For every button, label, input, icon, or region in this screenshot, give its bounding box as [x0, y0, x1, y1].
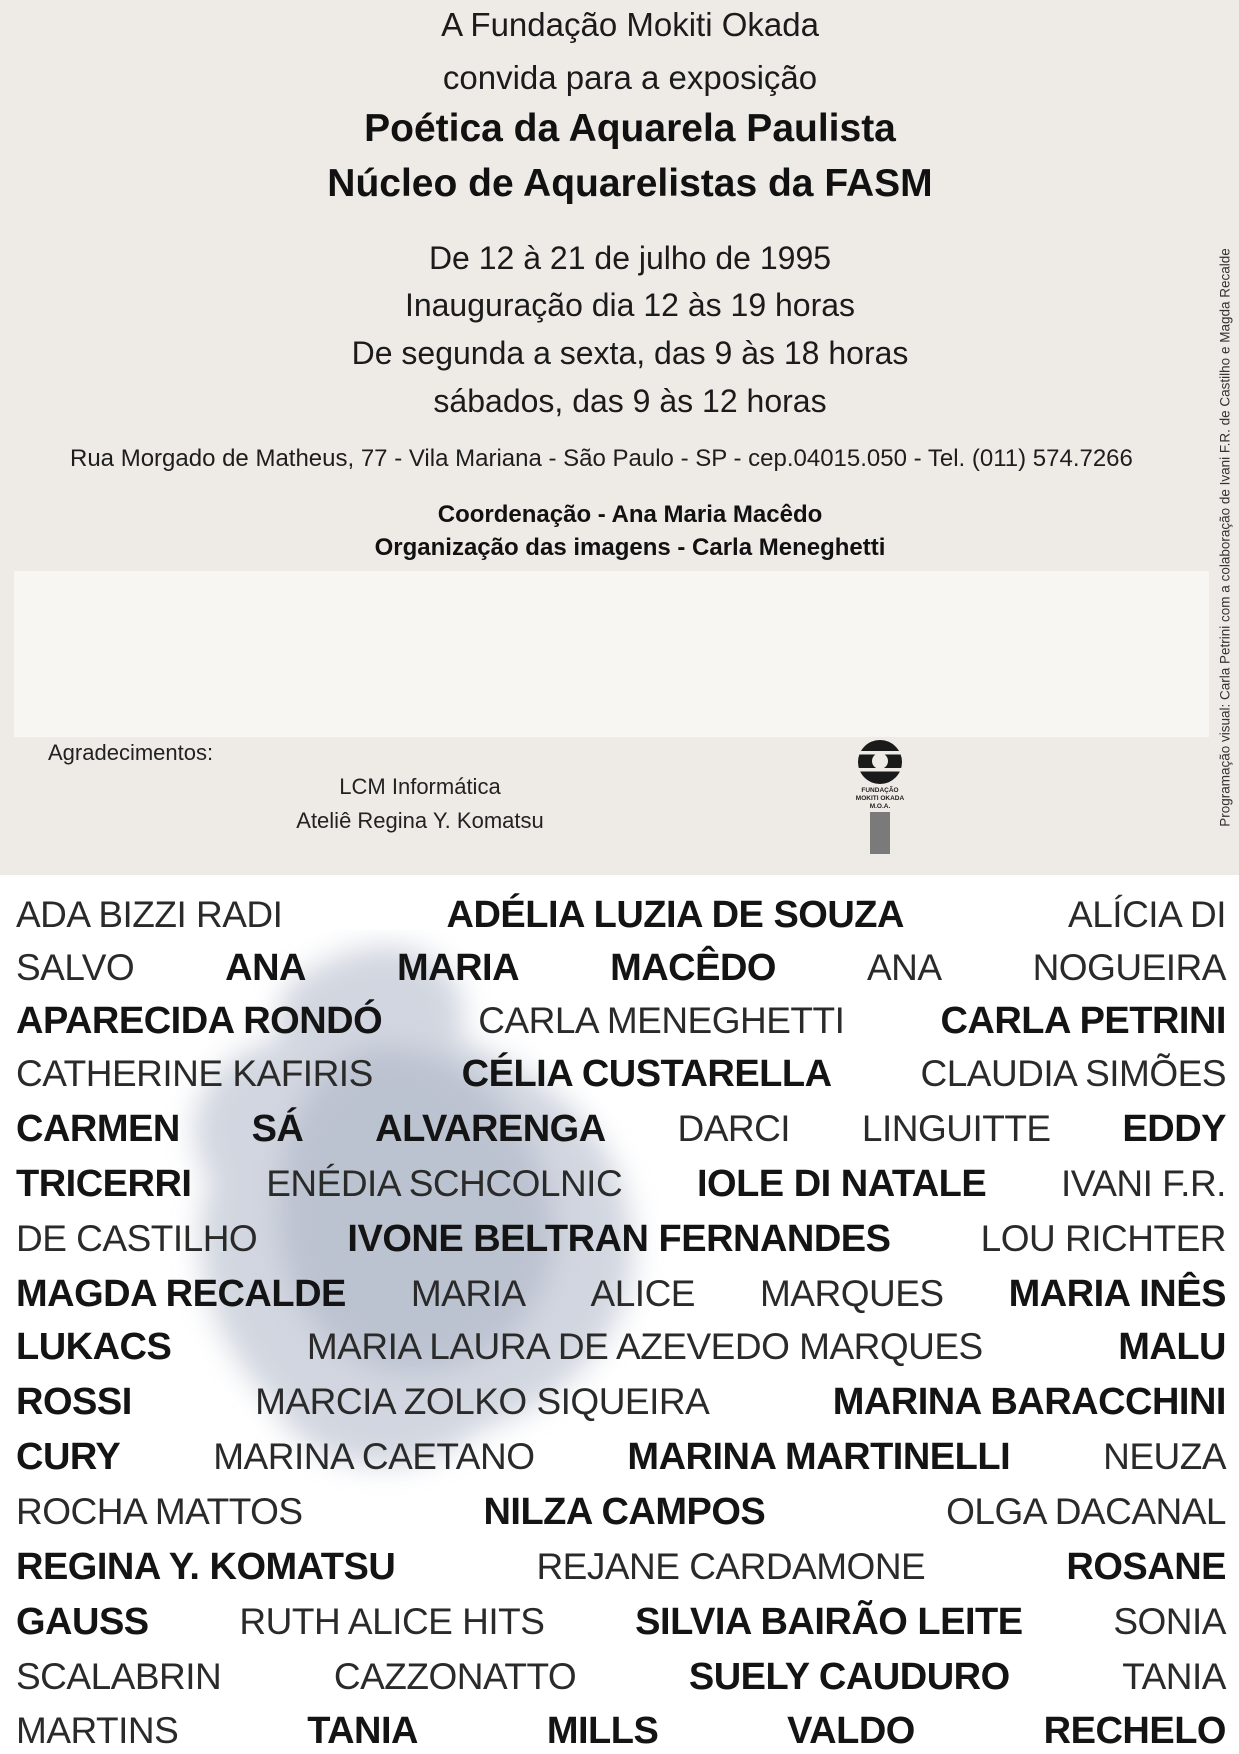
artist-name: LINGUITTE: [861, 1108, 1051, 1149]
weekday-hours: De segunda a sexta, das 9 às 18 horas: [351, 335, 909, 371]
artist-name: SONIA: [1113, 1601, 1226, 1642]
artist-name: MARIA: [397, 947, 520, 989]
artist-row: [16, 1271, 1226, 1317]
artist-name: MARIA INÊS: [1008, 1273, 1226, 1315]
artist-name: SCALABRIN: [16, 1656, 222, 1697]
artist-name: TRICERRI: [16, 1163, 192, 1205]
artist-name: NEUZA: [1103, 1436, 1226, 1477]
artist-name: CURY: [16, 1436, 121, 1478]
artist-row: [16, 1654, 1226, 1700]
exhibition-title: Poética da Aquarela Paulista: [364, 107, 896, 150]
acknowledgement-item: Ateliê Regina Y. Komatsu: [296, 808, 544, 833]
logo-text-line: FUNDAÇÃO: [861, 787, 899, 794]
artist-row: [16, 998, 1226, 1044]
artist-name: LUKACS: [16, 1326, 172, 1368]
artist-name: SILVIA BAIRÃO LEITE: [635, 1601, 1023, 1643]
artist-row: [16, 945, 1226, 991]
artist-name: CATHERINE KAFIRIS: [16, 1053, 373, 1094]
artist-name: NOGUEIRA: [1032, 947, 1226, 988]
artist-name: GAUSS: [16, 1601, 149, 1643]
artist-name: CÉLIA CUSTARELLA: [461, 1053, 832, 1095]
visual-programming-credit: Programação visual: Carla Petrini com a colaboração de Ivani F.R. de Castilho e Magda Recalde: [1217, 248, 1233, 827]
artist-name: OLGA DACANAL: [946, 1491, 1226, 1532]
artist-name: DE CASTILHO: [16, 1218, 258, 1259]
logo-text-line: M.O.A.: [869, 803, 891, 810]
coordination-credit: Coordenação - Ana Maria Macêdo: [437, 501, 823, 528]
acknowledgement-item: LCM Informática: [339, 774, 501, 799]
artist-name: ALÍCIA DI: [1068, 894, 1226, 935]
artist-name: MARINA BARACCHINI: [832, 1381, 1226, 1423]
opening-time: Inauguração dia 12 às 19 horas: [404, 287, 856, 323]
artist-name: MARQUES: [759, 1273, 944, 1314]
artist-row: [16, 1599, 1226, 1645]
artist-name: ROCHA MATTOS: [16, 1491, 303, 1532]
invitation-line-1: A Fundação Mokiti Okada: [441, 6, 819, 43]
artist-row: [16, 1379, 1226, 1425]
artist-row: [16, 1051, 1226, 1097]
artist-name: ROSSI: [16, 1381, 132, 1423]
address: Rua Morgado de Matheus, 77 - Vila Mariana - São Paulo - SP - cep.04015.050 - Tel. (011) 574.7266: [70, 445, 1133, 472]
artist-name: MALU: [1118, 1326, 1226, 1368]
artist-name: ANA: [866, 947, 942, 988]
artist-name: IVANI F.R.: [1061, 1163, 1226, 1204]
invitation-line-2: convida para a exposição: [442, 59, 818, 96]
artist-name: MARINA MARTINELLI: [627, 1436, 1011, 1478]
artist-name: MAGDA RECALDE: [16, 1273, 346, 1315]
artist-name: DARCI: [677, 1108, 791, 1149]
artist-name: RECHELO: [1043, 1710, 1226, 1752]
artist-name: MARCIA ZOLKO SIQUEIRA: [255, 1381, 710, 1422]
artist-row: [16, 1544, 1226, 1590]
artist-name: REGINA Y. KOMATSU: [16, 1546, 396, 1588]
saturday-hours: sábados, das 9 às 12 horas: [433, 383, 827, 419]
artist-name: ROSANE: [1066, 1546, 1226, 1588]
artist-name: CAZZONATTO: [333, 1656, 577, 1697]
artist-name: ENÉDIA SCHCOLNIC: [266, 1163, 623, 1204]
artist-name: CLAUDIA SIMÕES: [920, 1053, 1226, 1094]
artist-name: IVONE BELTRAN FERNANDES: [347, 1218, 891, 1260]
artist-name: VALDO: [787, 1710, 915, 1752]
exhibition-dates: De 12 à 21 de julho de 1995: [428, 240, 832, 276]
artist-name: CARLA PETRINI: [940, 1000, 1226, 1042]
artist-name: REJANE CARDAMONE: [536, 1546, 926, 1587]
artist-name: MARIA: [410, 1273, 526, 1314]
artist-name: SALVO: [16, 947, 135, 988]
artist-row: [16, 1161, 1226, 1207]
artist-name: TANIA: [307, 1710, 418, 1752]
logo-text-line: MOKITI OKADA: [855, 795, 905, 802]
blank-band: [14, 571, 1209, 737]
artist-row: [16, 1216, 1226, 1262]
artist-name: MILLS: [546, 1710, 659, 1752]
acknowledgements-label: Agradecimentos:: [48, 740, 214, 765]
artist-name: MARINA CAETANO: [213, 1436, 535, 1477]
artist-row: [16, 1489, 1226, 1535]
artist-row: [16, 1708, 1226, 1754]
artist-row: [16, 1434, 1226, 1480]
exhibition-subtitle: Núcleo de Aquarelistas da FASM: [327, 162, 933, 205]
artist-name: ALICE: [590, 1273, 695, 1314]
artist-row: [16, 892, 1226, 938]
artist-row: [16, 1324, 1226, 1370]
artist-name: IOLE DI NATALE: [696, 1163, 987, 1205]
artist-name: NILZA CAMPOS: [483, 1491, 766, 1533]
artist-name: ANA: [225, 947, 306, 989]
artist-name: APARECIDA RONDÓ: [16, 1000, 383, 1042]
artist-name: CARLA MENEGHETTI: [478, 1000, 845, 1041]
artist-name: MACÊDO: [610, 947, 776, 989]
artist-row: [16, 1106, 1226, 1152]
moa-foundation-logo: [848, 738, 912, 858]
artist-name: ALVARENGA: [375, 1108, 606, 1150]
artist-name: LOU RICHTER: [980, 1218, 1226, 1259]
artist-name: ADA BIZZI RADI: [16, 894, 283, 935]
artist-name: RUTH ALICE HITS: [239, 1601, 545, 1642]
artist-name: MARIA LAURA DE AZEVEDO MARQUES: [306, 1326, 983, 1367]
artist-name: CARMEN: [16, 1108, 180, 1150]
artist-name: TANIA: [1122, 1656, 1226, 1697]
artist-name: MARTINS: [16, 1710, 179, 1751]
artist-name: ADÉLIA LUZIA DE SOUZA: [446, 894, 904, 936]
organization-credit: Organização das imagens - Carla Meneghetti: [374, 534, 886, 561]
artist-name: EDDY: [1122, 1108, 1226, 1150]
artist-name: SÁ: [251, 1108, 304, 1150]
artist-name: SUELY CAUDURO: [688, 1656, 1010, 1698]
